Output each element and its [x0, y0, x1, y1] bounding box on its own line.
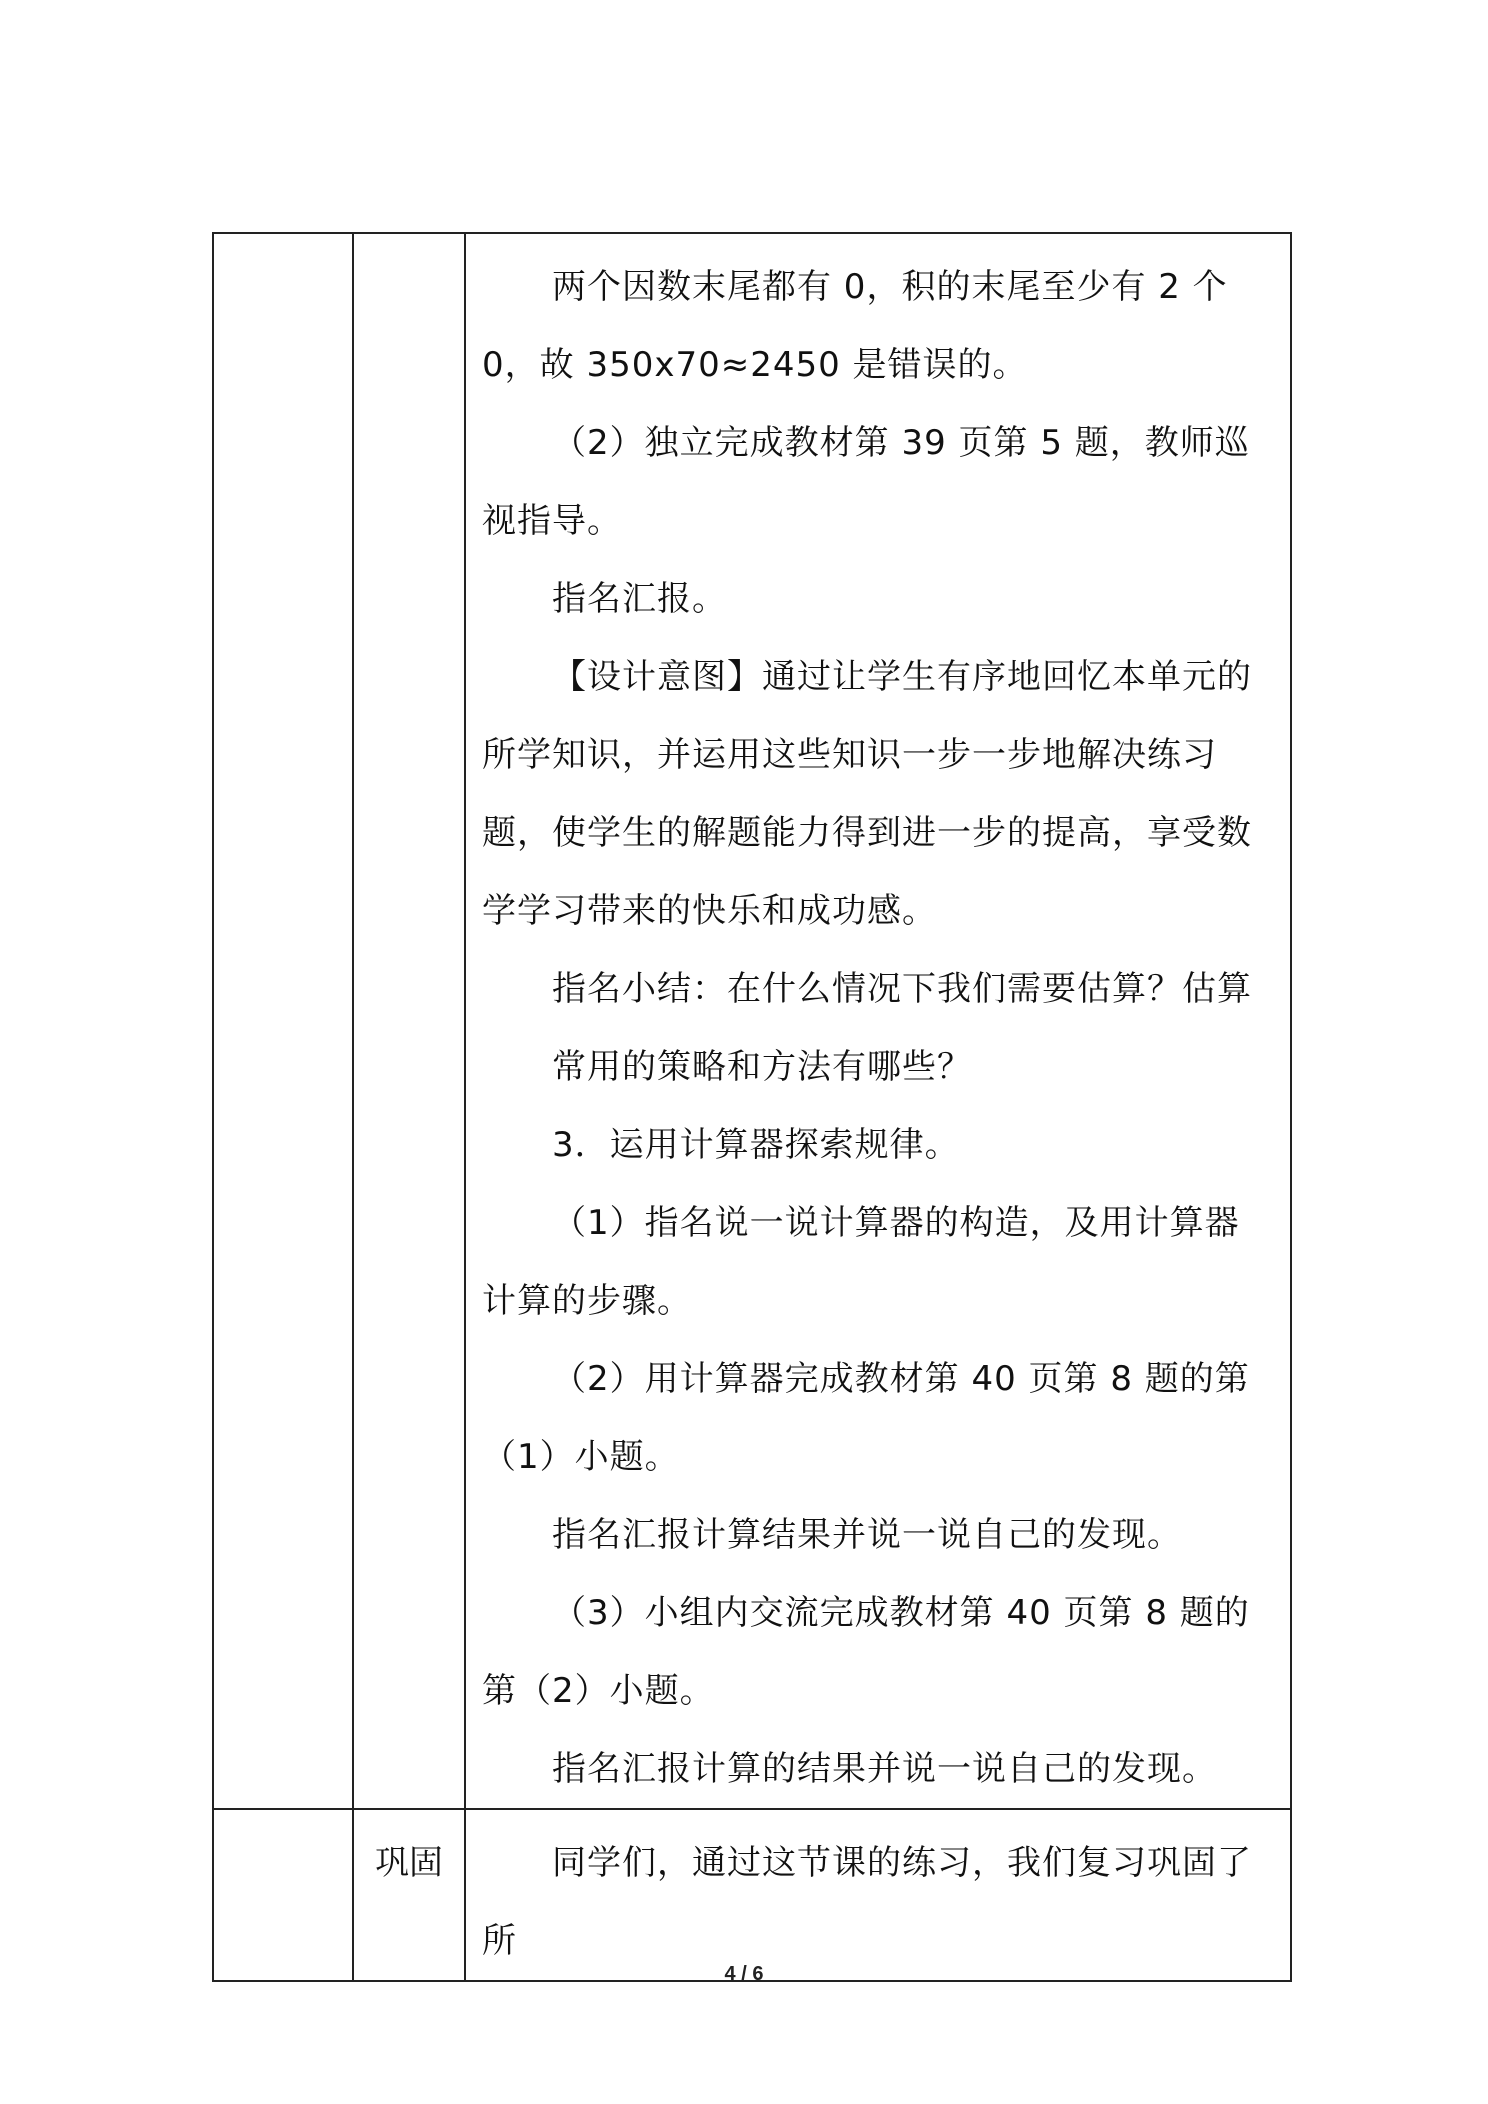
- table-row: [213, 1809, 1291, 1981]
- paragraph: （2）独立完成教材第 39 页第 5 题，教师巡视指导。: [482, 423, 1250, 541]
- table-cell-empty-stage: [353, 233, 465, 1809]
- page-number: 4 / 6: [724, 1963, 764, 1985]
- paragraph: 指名汇报。: [552, 579, 727, 619]
- paragraph: 两个因数末尾都有 0，积的末尾至少有 2 个 0，故 350x70≈2450 是错误的。: [482, 267, 1228, 385]
- paragraph: 同学们，通过这节课的练习，我们复习巩固了所: [482, 1843, 1252, 1961]
- paragraph: （1）指名说一说计算器的构造，及用计算器计算的步骤。: [482, 1203, 1240, 1321]
- table-cell-empty-first: [213, 233, 353, 1809]
- lesson-content: [466, 234, 1290, 1808]
- paragraph: （2）用计算器完成教材第 40 页第 8 题的第（1）小题。: [482, 1359, 1250, 1477]
- lesson-plan-table: [212, 232, 1292, 1982]
- table-row: [213, 233, 1291, 1809]
- paragraph: 指名汇报计算结果并说一说自己的发现。: [552, 1515, 1182, 1555]
- section-heading: 3．运用计算器探索规律。: [552, 1125, 960, 1165]
- paragraph: 指名汇报计算的结果并说一说自己的发现。: [552, 1749, 1217, 1789]
- table-cell-empty-first: [213, 1809, 353, 1981]
- design-intent-paragraph: 【设计意图】通过让学生有序地回忆本单元的所学知识，并运用这些知识一步一步地解决练习题，使学生的解题能力得到进一步的提高，享受数学学习带来的快乐和成功感。: [482, 657, 1252, 931]
- table-cell-stage: [353, 1809, 465, 1981]
- paragraph: （3）小组内交流完成教材第 40 页第 8 题的第（2）小题。: [482, 1593, 1250, 1711]
- table-cell-content: [465, 1809, 1291, 1981]
- paragraph: 常用的策略和方法有哪些？: [552, 1047, 972, 1087]
- stage-label: 巩固: [375, 1843, 443, 1883]
- table-cell-content: [465, 233, 1291, 1809]
- paragraph: 指名小结：在什么情况下我们需要估算？估算: [552, 969, 1252, 1009]
